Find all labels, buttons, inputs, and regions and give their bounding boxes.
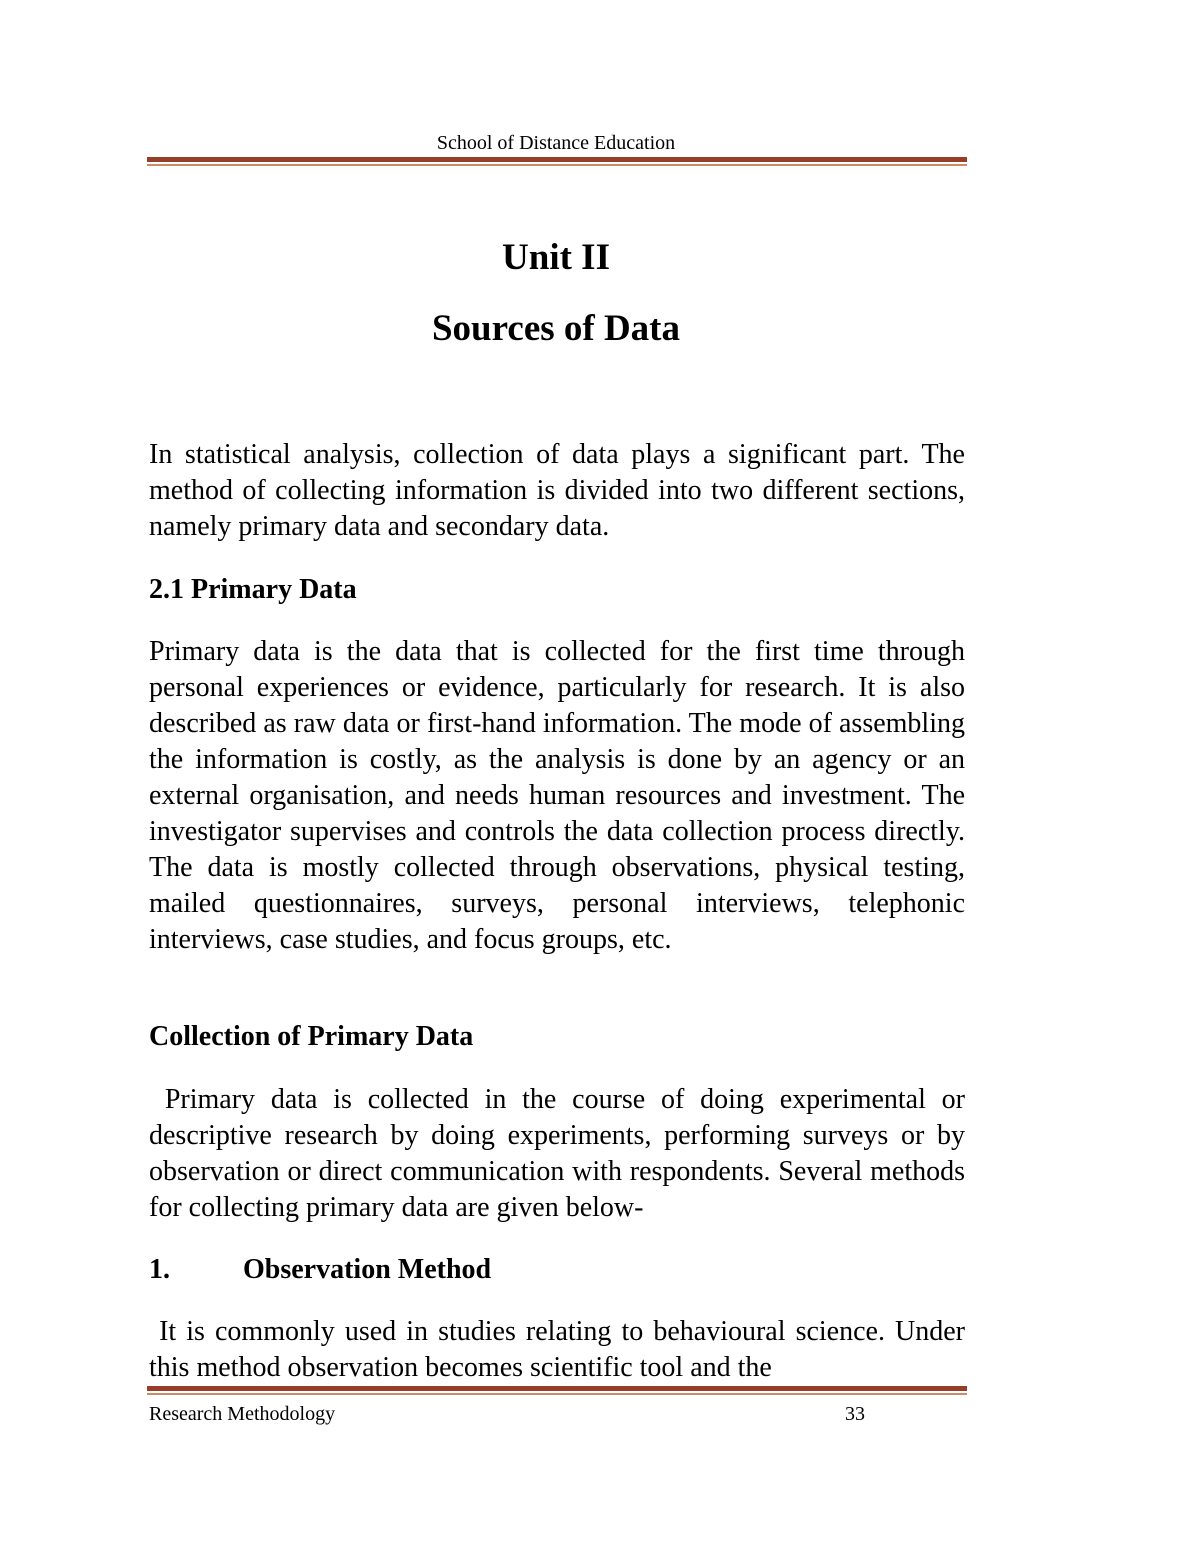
- header-rule-thin: [147, 164, 967, 166]
- header-rule: [147, 157, 967, 166]
- heading-number: 1.: [149, 1254, 170, 1285]
- unit-title: Unit II: [502, 237, 610, 278]
- heading-text: Observation Method: [243, 1254, 492, 1285]
- section-heading-collection: Collection of Primary Data: [149, 1021, 474, 1052]
- chapter-title: Sources of Data: [431, 308, 680, 349]
- intro-paragraph: In statistical analysis, collection of data plays a significant part. The method of collecting information is divided into two different sections, namely primary data and secondary data.: [149, 439, 965, 542]
- running-header: School of Distance Education: [436, 132, 676, 154]
- footer-rule-thin: [147, 1393, 967, 1395]
- footer-course-name: Research Methodology: [149, 1403, 336, 1425]
- numbered-heading-observation: [149, 1252, 491, 1288]
- primary-data-paragraph: Primary data is the data that is collected for the first time through personal experiences or evidence, particularly for research. It is also described as raw data or first-hand information. The mode of assembling the information is costly, as the analysis is done by an agency or an external organisation, and needs human resources and investment. The investigator supervises and controls the data collection process directly. The data is mostly collected through observations, physical testing, mailed questionnaires, surveys, personal interviews, telephonic interviews, case studies, and focus groups, etc.: [149, 636, 965, 955]
- page-number: 33: [845, 1403, 865, 1425]
- header-rule-thick: [147, 157, 967, 162]
- footer-rule-thick: [147, 1386, 967, 1391]
- observation-paragraph: [149, 1314, 965, 1386]
- collection-paragraph: [149, 1082, 965, 1226]
- observation-paragraph-text: It is commonly used in studies relating to behavioural science. Under this method observation becomes scientific tool and the: [149, 1316, 966, 1383]
- footer-rule: [147, 1386, 967, 1395]
- section-heading-primary-data: 2.1 Primary Data: [149, 574, 357, 605]
- collection-paragraph-text: Primary data is collected in the course of doing experimental or descriptive research by doing experiments, performing surveys or by observation or direct communication with respondents. Several methods for collecting primary data are given below-: [149, 1084, 966, 1223]
